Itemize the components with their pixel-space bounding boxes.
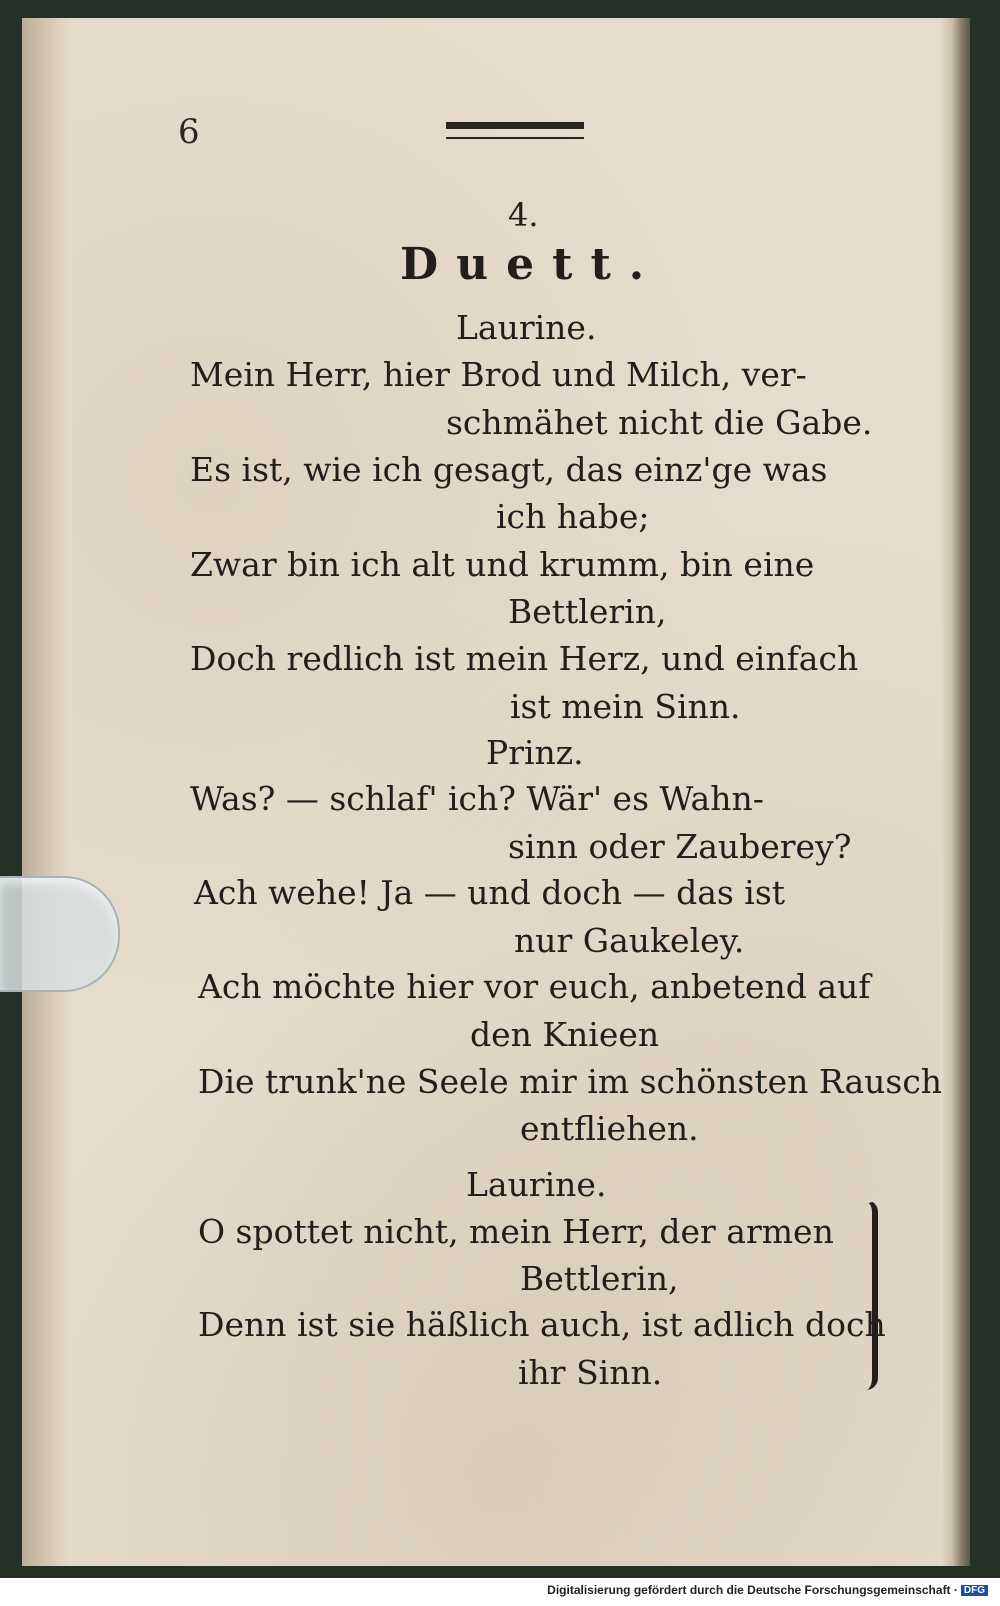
footer-bar bbox=[0, 1578, 1000, 1606]
section-number: 4. bbox=[508, 196, 539, 234]
page-right-edge bbox=[940, 18, 970, 1566]
verse-line: Zwar bin ich alt und krumm, bin eine bbox=[190, 545, 815, 584]
verse-line: Denn ist sie häßlich auch, ist adlich doch bbox=[198, 1305, 886, 1344]
verse-line: ich habe; bbox=[496, 497, 650, 536]
verse-line: O spottet nicht, mein Herr, der armen bbox=[198, 1212, 834, 1251]
header-ornament-rule bbox=[446, 122, 584, 139]
verse-line: Es ist, wie ich gesagt, das einz'ge was bbox=[190, 450, 828, 489]
speaker-name: Prinz. bbox=[486, 733, 584, 772]
closing-bracket bbox=[862, 1200, 878, 1390]
verse-line: entfliehen. bbox=[520, 1109, 699, 1148]
verse-line: Was? — schlaf' ich? Wär' es Wahn‑ bbox=[190, 779, 764, 818]
page-binding-edge bbox=[22, 18, 72, 1566]
scanner-clip bbox=[0, 876, 120, 992]
verse-line: Doch redlich ist mein Herz, und einfach bbox=[190, 639, 859, 678]
verse-line: schmähet nicht die Gabe. bbox=[446, 403, 873, 442]
verse-line: Die trunk'ne Seele mir im schönsten Rausch bbox=[198, 1062, 943, 1101]
verse-line: Bettlerin, bbox=[508, 592, 667, 631]
speaker-name: Laurine. bbox=[466, 1165, 607, 1204]
funding-credit-text: Digitalisierung gefördert durch die Deutsche Forschungsgemeinschaft · bbox=[547, 1583, 958, 1597]
verse-line: Ach möchte hier vor euch, anbetend auf bbox=[198, 967, 871, 1006]
verse-line: Ach wehe! Ja — und doch — das ist bbox=[194, 873, 786, 912]
speaker-name: Laurine. bbox=[456, 308, 597, 347]
verse-line: sinn oder Zauberey? bbox=[508, 827, 852, 866]
verse-line: nur Gaukeley. bbox=[514, 921, 745, 960]
dfg-logo: DFG bbox=[961, 1585, 988, 1596]
page-number: 6 bbox=[178, 112, 200, 152]
verse-line: den Knieen bbox=[470, 1015, 660, 1054]
section-title: Duett. bbox=[400, 239, 663, 290]
footer-credit bbox=[547, 1583, 988, 1597]
verse-line: ist mein Sinn. bbox=[510, 687, 741, 726]
verse-line: Mein Herr, hier Brod und Milch, ver‑ bbox=[190, 355, 807, 394]
verse-line: ihr Sinn. bbox=[518, 1353, 663, 1392]
verse-line: Bettlerin, bbox=[520, 1259, 679, 1298]
